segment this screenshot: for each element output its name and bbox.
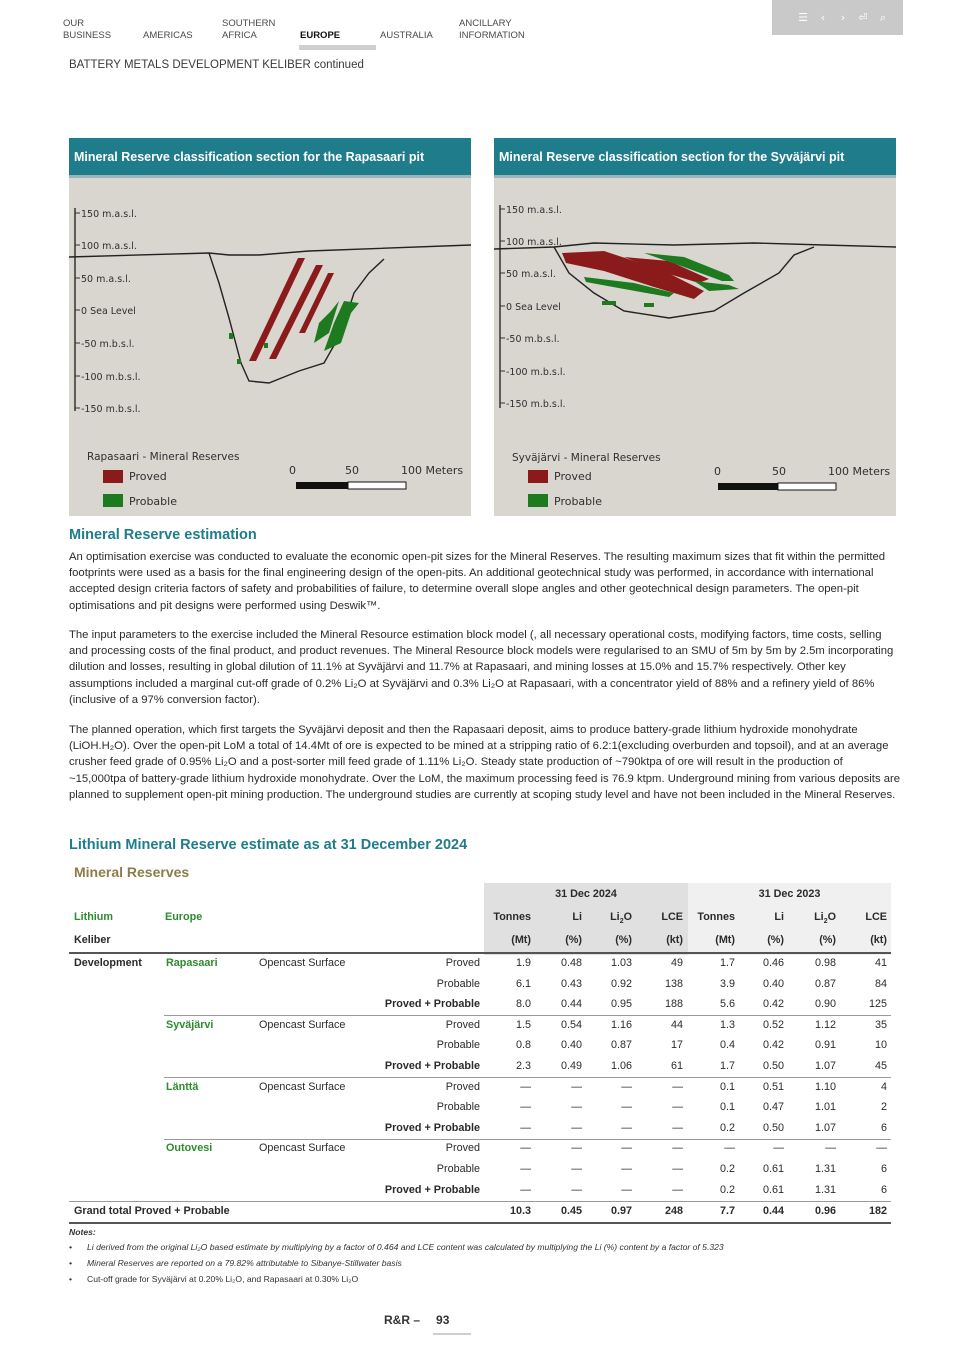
cell-value: 188 [664,998,683,1011]
elevation-ticks [500,205,566,410]
scale-label: 50 [772,465,786,478]
group-rule [164,1015,891,1016]
cell-value: 0.48 [560,957,582,969]
cell-value: — [621,1101,632,1114]
reserve-category: Proved [445,1018,480,1031]
cell-value: 0.40 [560,1039,582,1052]
table-row [69,1180,891,1201]
reserve-category: Proved + Probable [384,1060,480,1072]
group-rule [164,1077,891,1078]
reserve-category: Probable [436,977,480,990]
tick-label: -100 m.b.s.l. [81,372,141,383]
reserve-category: Proved + Probable [384,1183,480,1196]
column-header: $Li_2O$ [610,911,632,926]
elevation-ticks [75,209,141,415]
deposit-name: Länttä [166,1080,199,1093]
cell-value: 0.87 [814,977,836,990]
cell-value: 4 [880,1080,887,1093]
nav-americas[interactable]: AMERICAS [143,29,193,41]
cell-value: 1.16 [610,1018,632,1031]
section-heading-estimation: Mineral Reserve estimation [69,527,257,543]
reserve-category: Proved [445,1080,480,1093]
region-label: Europe [165,911,203,923]
legend-probable-label: Probable [554,495,602,508]
search-icon[interactable]: ⌕ [879,10,887,24]
cell-value: 1.01 [814,1101,836,1114]
page-subtitle: BATTERY METALS DEVELOPMENT KELIBER continued [69,59,364,71]
menu-icon[interactable]: ☰ [798,11,808,24]
cell-value: 2 [880,1101,887,1114]
table-row [69,1056,891,1077]
cell-value: — [571,1183,582,1196]
cell-value: — [672,1183,683,1196]
nav-southern-africa[interactable]: SOUTHERN AFRICA [222,18,276,41]
cell-value: 0.42 [762,1039,784,1052]
cell-value: — [520,1080,531,1093]
cell-value: 0.44 [762,1205,784,1218]
mining-method: Opencast Surface [259,957,346,969]
tick-label: -50 m.b.s.l. [81,339,135,350]
column-header: Li [572,911,582,923]
cell-value: 0.50 [762,1121,784,1134]
tick-label: 100 m.a.s.l. [81,241,137,252]
cell-value: 0.91 [814,1039,836,1052]
figure-title: Mineral Reserve classification section for the Rapasaari pit [69,138,471,175]
rapasaari-section-figure [69,138,471,516]
paragraph: The input parameters to the exercise included the Mineral Resource estimation block model (, all necessary operational costs, modifying factors, time costs, selling and processing costs of the final product, and product revenues. The Mineral Resource block models were regularised to an SMU of 5m by 5m by 2.5m incorporating dilution and losses, resulting in global dilution of 11.1% at Syväjärvi and 11.7% at Rapasaari, and mining losses at 15.0% and 15.7% respectively. Other key assumptions included a marginal cut-off grade of 0.2% Li₂O at Syväjärvi and 0.3% Li₂O at Rapasaari, with a concentrator yield of 88% and a refinery yield of 86% (inclusive of a 97% conversion factor). [69,629,894,706]
cell-value: — [520,1121,531,1134]
cell-value: — [672,1121,683,1134]
reserve-category: Proved + Probable [384,1121,480,1134]
cell-value: — [876,1142,887,1155]
cell-value: 0.95 [610,998,632,1011]
cell-value: — [672,1163,683,1175]
deposit-name: Syväjärvi [166,1018,214,1031]
grand-total-label: Grand total Proved + Probable [74,1205,230,1218]
paragraph: An optimisation exercise was conducted to evaluate the economic open-pit sizes for the Mineral Reserves. The resulting maximum sizes that fit within the permitted footprints were used as a basis for the final engineering design of the open-pits. An additional geotechnical study was performed, in accordance with international accepted design criteria factors of safety and probabilities of failure, to determine overall slope angles and other geotechnical design parameters. The open-pit optimisations and pit designs were performed using Deswik™. [69,551,886,612]
column-header: Tonnes [697,911,735,923]
cell-value: 0.90 [814,998,836,1011]
note-item: • Mineral Reserves are reported on a 79.82% attributable to Sibanye-Stillwater basis [69,1257,899,1269]
column-header: Li [774,911,784,923]
cell-value: 45 [874,1060,887,1072]
reserve-category: Probable [436,1101,480,1114]
footer-label: R&R – [384,1313,421,1327]
mining-method: Opencast Surface [259,1018,346,1031]
cell-value: 1.31 [814,1163,836,1175]
cell-value: — [621,1163,632,1175]
legend-title: Syväjärvi - Mineral Reserves [512,452,661,464]
section-heading-table: Lithium Mineral Reserve estimate as at 31 December 2024 [69,837,468,853]
cell-value: 0.87 [610,1039,632,1052]
operation-label: Keliber [74,934,111,946]
cell-value: — [621,1121,632,1134]
cell-value: 0.61 [762,1163,784,1175]
column-header: LCE [661,911,683,923]
legend-probable-swatch [103,494,123,507]
nav-our-business[interactable]: OUR BUSINESS [63,18,112,41]
cell-value: 0.97 [610,1205,632,1218]
cell-value: — [571,1101,582,1114]
cell-value: 0.1 [719,1080,735,1093]
nav-australia[interactable]: AUSTRALIA [380,29,433,41]
cell-value: 41 [874,957,887,969]
cell-value: 0.45 [560,1205,582,1218]
syvajarvi-section-diagram [494,183,896,516]
cell-value: — [571,1121,582,1134]
column-unit: (kt) [870,934,887,946]
scale-label: 100 Meters [828,465,891,478]
cell-value: 84 [874,977,887,990]
cell-value: 248 [664,1205,683,1218]
cell-value: — [672,1080,683,1093]
paragraph: The planned operation, which first targets the Syväjärvi deposit and then the Rapasaari deposit, aims to produce battery-grade lithium hydroxide monohydrate (LiOH.H₂O). Over the open-pit LoM a total of 14.4Mt of ore is expected to be mined at a stripping ratio of 6.2:1(excluding overburden and topsoil), and at an average crusher feed grade of 0.95% Li₂O and a post-sorter mill feed grade of 1.11% Li₂O. Steady state production of ~790ktpa of ore will result in the production of ~15,000tpa of battery-grade lithium hydroxide monohydrate. Over the LoM, the maximum processing feed is 76.9 ktpm. Underground mining from various deposits are planned to supplement open-pit mining production. The underground studies are currently at scoping study level and have not been included in the Mineral Reserves. [69,724,901,801]
cell-value: 0.42 [762,998,784,1011]
scale-label: 100 Meters [401,464,464,477]
cell-value: — [571,1080,582,1093]
scale-label: 0 [289,464,296,477]
tick-label: 100 m.a.s.l. [506,237,562,248]
tick-label: 50 m.a.s.l. [506,269,556,280]
cell-value: 0.44 [560,998,582,1011]
tick-label: 0 Sea Level [506,302,561,313]
column-unit: (%) [565,934,582,946]
cell-value: 0.43 [560,977,582,990]
mining-method: Opencast Surface [259,1080,346,1093]
cell-value: 1.5 [515,1018,531,1031]
tick-label: -150 m.b.s.l. [81,404,141,415]
group-rule [164,1139,891,1140]
deposit-name: Rapasaari [166,957,218,969]
page-footer [384,1313,449,1327]
reserve-category: Proved + Probable [384,998,480,1011]
cell-value: 1.03 [610,957,632,969]
cell-value: — [621,1183,632,1196]
cell-value: — [520,1101,531,1114]
table-bottom-rule [69,1222,891,1224]
column-unit: (%) [615,934,632,946]
cell-value: 0.2 [719,1121,735,1134]
commodity-label: Lithium [74,911,113,923]
cell-value: 5.6 [719,998,735,1011]
cell-value: — [520,1142,531,1155]
scale-label: 0 [714,465,721,478]
cell-value: 0.51 [762,1080,784,1093]
column-header: LCE [865,911,887,923]
cell-value: 35 [874,1018,887,1031]
cell-value: — [724,1142,735,1155]
table-row [69,994,891,1015]
column-unit: (Mt) [715,934,735,946]
cell-value: 61 [670,1060,683,1072]
grand-total-row [69,1201,891,1222]
deposit-name: Outovesi [166,1142,213,1155]
table-row [69,974,891,995]
cell-value: — [672,1101,683,1114]
cell-value: 6 [880,1183,887,1196]
cell-value: 17 [670,1039,683,1052]
reserve-category: Probable [436,1039,480,1052]
table-row [69,1097,891,1118]
mining-method: Opencast Surface [259,1142,346,1155]
cell-value: 1.9 [515,957,531,969]
cell-value: 182 [868,1205,887,1218]
cell-value: — [672,1142,683,1155]
table-row [69,1015,891,1036]
cell-value: 0.8 [515,1039,531,1052]
cell-value: 7.7 [719,1205,735,1218]
syvajarvi-section-figure [494,138,896,516]
cell-value: 0.52 [762,1018,784,1031]
tick-label: 150 m.a.s.l. [506,205,562,216]
cell-value: 125 [868,998,887,1011]
note-item: • Cut-off grade for Syväjärvi at 0.20% Li₂O, and Rapasaari at 0.30% Li₂O [69,1273,899,1285]
status-label: Development [74,957,142,969]
legend-proved-label: Proved [554,470,592,483]
scale-bar-white [778,483,836,490]
cell-value: 1.3 [719,1018,735,1031]
footer-rule [433,1333,471,1335]
cell-value: 10.3 [509,1205,531,1218]
cell-value: 0.2 [719,1163,735,1175]
cell-value: 1.12 [814,1018,836,1031]
group-rule [69,1201,891,1202]
cell-value: 3.9 [719,977,735,990]
cell-value: 0.92 [610,977,632,990]
cell-value: 49 [670,957,683,969]
nav-ancillary-information[interactable]: ANCILLARY INFORMATION [459,18,525,41]
reserve-category: Proved [445,1142,480,1155]
cell-value: 1.10 [814,1080,836,1093]
back-icon[interactable]: ⏎ [858,11,868,24]
cell-value: 0.50 [762,1060,784,1072]
cell-value: 0.1 [719,1101,735,1114]
cell-value: 0.2 [719,1183,735,1196]
tick-label: 50 m.a.s.l. [81,274,131,285]
cell-value: 1.07 [814,1060,836,1072]
header-rule [69,952,891,954]
period-2023: 31 Dec 2023 [758,888,821,900]
page-number: 93 [436,1313,450,1327]
scale-bar-white [348,482,406,489]
cell-value: 10 [874,1039,887,1052]
cell-value: 44 [670,1018,683,1031]
cell-value: 0.98 [814,957,836,969]
table-row [69,1118,891,1139]
cell-value: 6.1 [515,977,531,990]
table-row [69,1159,891,1180]
cell-value: — [571,1142,582,1155]
prev-icon[interactable]: ‹ [820,11,826,24]
tick-label: -150 m.b.s.l. [506,399,566,410]
toolbar [772,0,903,35]
cell-value: — [773,1142,784,1155]
cell-value: 6 [880,1121,887,1134]
proved-blocks [249,258,334,361]
column-unit: (%) [767,934,784,946]
next-icon[interactable]: › [840,11,846,24]
column-header: Tonnes [493,911,531,923]
legend-title: Rapasaari - Mineral Reserves [87,451,240,463]
legend-probable-swatch [528,494,548,507]
column-unit: (Mt) [511,934,531,946]
tick-label: 150 m.a.s.l. [81,209,137,220]
cell-value: — [621,1080,632,1093]
cell-value: 138 [664,977,683,990]
cell-value: — [621,1142,632,1155]
cell-value: 1.07 [814,1121,836,1134]
rapasaari-section-diagram [69,183,471,516]
reserve-category: Proved [445,957,480,969]
table-row [69,953,891,974]
cell-value: 0.49 [560,1060,582,1072]
cell-value: — [520,1163,531,1175]
cell-value: 8.0 [515,998,531,1011]
legend-probable-label: Probable [129,495,177,508]
cell-value: 2.3 [515,1060,531,1072]
legend-proved-swatch [103,470,123,483]
figure-title: Mineral Reserve classification section for the Syväjärvi pit [494,138,896,175]
scale-bar-black [296,482,348,489]
cell-value: 0.40 [762,977,784,990]
table-notes [69,1227,899,1289]
table-row [69,1077,891,1098]
period-2024: 31 Dec 2024 [555,888,617,900]
tick-label: 0 Sea Level [81,306,136,317]
scale-label: 50 [345,464,359,477]
table-row [69,1035,891,1056]
cell-value: 1.7 [719,1060,735,1072]
cell-value: 0.47 [762,1101,784,1114]
scale-bar-black [718,483,778,490]
table-subheading: Mineral Reserves [74,864,190,880]
note-item: • Li derived from the original Li₂O based estimate by multiplying by a factor of 0.464 and LCE content was calculated by multiplying the Li (%) content by a factor of 5.323 [69,1241,899,1253]
cell-value: 1.31 [814,1183,836,1196]
cell-value: 0.96 [814,1205,836,1218]
cell-value: — [571,1163,582,1175]
reserve-category: Probable [436,1163,480,1175]
nav-active-indicator [299,45,376,50]
cell-value: — [520,1183,531,1196]
nav-europe[interactable]: EUROPE [300,29,341,41]
column-unit: (%) [819,934,836,946]
cell-value: 1.06 [610,1060,632,1072]
notes-title: Notes: [69,1227,96,1237]
legend-proved-label: Proved [129,470,167,483]
tick-label: -100 m.b.s.l. [506,367,566,378]
cell-value: 0.54 [560,1018,582,1031]
cell-value: 6 [880,1163,887,1175]
cell-value: — [825,1142,836,1155]
table-row [69,1138,891,1159]
column-unit: (kt) [666,934,683,946]
cell-value: 0.61 [762,1183,784,1196]
legend-proved-swatch [528,470,548,483]
column-header: $Li_2O$ [814,911,836,926]
tick-label: -50 m.b.s.l. [506,334,560,345]
cell-value: 0.4 [719,1039,735,1052]
cell-value: 0.46 [762,957,784,969]
cell-value: 1.7 [719,957,735,969]
